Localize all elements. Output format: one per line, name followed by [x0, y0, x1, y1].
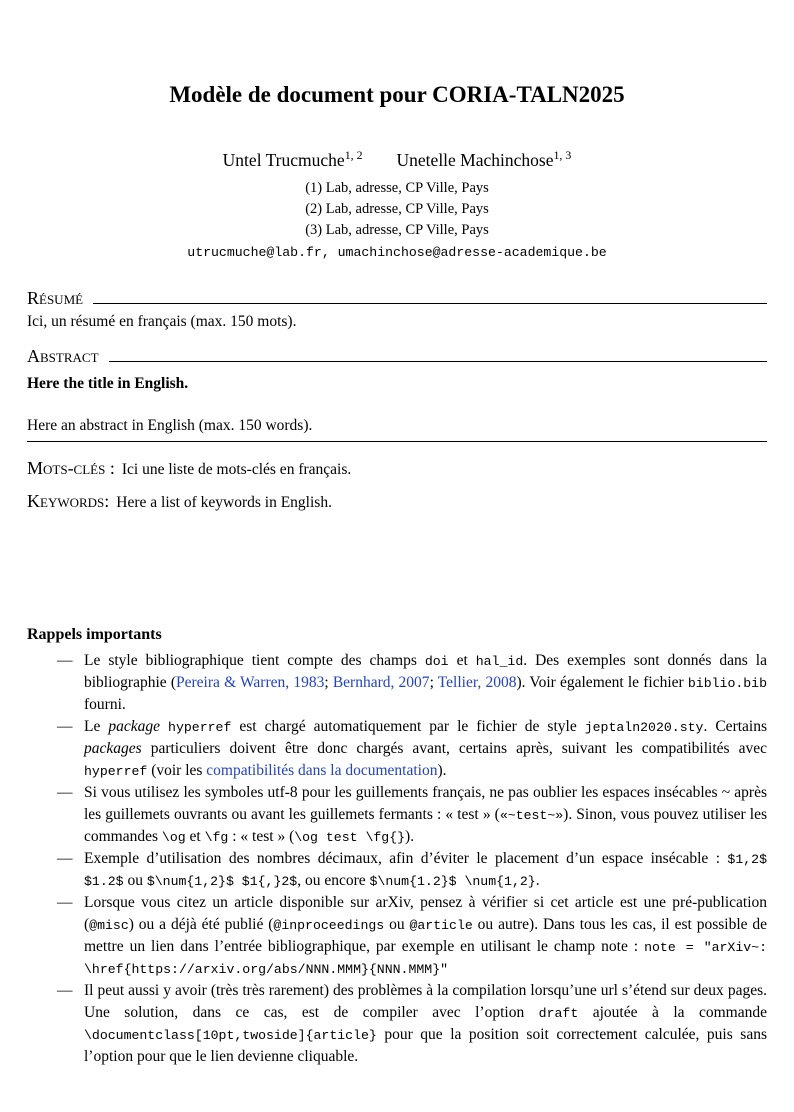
text-segment-code: note = "arXiv~: \href{https://arxiv.org/abs/NNN.MMM}{NNN.MMM}"	[84, 939, 767, 977]
text-segment-code: hyperref	[168, 719, 232, 735]
list-item	[27, 782, 767, 848]
motscles-line	[27, 458, 767, 479]
text-segment-plain: . Certains	[703, 717, 768, 735]
text-segment-plain: . Des exemples sont donnés dans la bibliographie (	[84, 651, 767, 691]
text-segment-plain: .	[535, 871, 540, 889]
text-segment-plain: et	[448, 651, 476, 669]
abstract-rule	[109, 361, 767, 362]
inline-link[interactable]: Bernhard, 2007	[332, 673, 430, 691]
text-segment-code: jeptaln2020.sty	[584, 719, 704, 735]
text-segment-code: $1,2$ $1.2$	[84, 851, 767, 889]
affiliations	[27, 178, 767, 241]
author-2	[397, 150, 572, 170]
text-segment-code: $\num{1,2}$ $1{,}2$	[146, 873, 298, 889]
text-segment-code: @article	[409, 917, 473, 933]
list-item	[27, 716, 767, 782]
affiliation-line-3: (3) Lab, adresse, CP Ville, Pays	[305, 221, 489, 238]
text-segment-plain: ) ou a déjà été publié (	[128, 915, 274, 933]
text-segment-plain: et	[185, 827, 205, 845]
text-segment-plain: , ou encore	[297, 871, 370, 889]
text-segment-plain: ;	[429, 673, 438, 691]
text-segment-code: draft	[538, 1005, 579, 1021]
text-segment-plain: ). Voir également le fichier	[516, 673, 688, 691]
text-segment-plain: : « test » (	[228, 827, 295, 845]
abstract-text: Here an abstract in English (max. 150 words).	[27, 415, 767, 442]
abstract-heading: Abstract	[27, 345, 99, 366]
text-segment-plain: Le	[84, 717, 109, 735]
resume-rule	[93, 303, 767, 304]
text-segment-plain: Exemple d’utilisation des nombres décimaux, afin d’éviter le placement d’un espace insécable :	[84, 849, 728, 867]
motscles-heading: Mots-clés :	[27, 457, 115, 478]
text-segment-plain: pour que la position soit correctement calculée, puis sans l’option pour que le lien devienne cliquable.	[84, 1025, 767, 1065]
text-segment-code: @misc	[89, 917, 129, 933]
author-1-name: Untel Trucmuche	[222, 149, 345, 170]
author-2-name: Unetelle Machinchose	[396, 149, 554, 170]
list-item	[27, 892, 767, 980]
authors-line	[27, 148, 767, 171]
text-segment-code: doi	[424, 653, 449, 669]
author-2-affiliation-marks: 1, 3	[553, 148, 572, 162]
text-segment-plain: (voir les	[147, 761, 207, 779]
text-segment-code: \og test \fg{}	[294, 829, 406, 845]
text-segment-code: hal_id	[475, 653, 524, 669]
text-segment-plain: ou autre). Dans tous les cas, il est possible de mettre un lien dans l’entrée bibliographique, par exemple en utilisant le champ note :	[84, 915, 768, 955]
text-segment-code: hyperref	[84, 763, 148, 779]
resume-text: Ici, un résumé en français (max. 150 mots).	[27, 312, 297, 330]
author-1-affiliation-marks: 1, 2	[344, 148, 363, 162]
inline-link[interactable]: Pereira & Warren, 1983	[176, 673, 325, 691]
abstract-heading-row	[27, 346, 767, 367]
email-line: utrucmuche@lab.fr, umachinchose@adresse-academique.be	[187, 244, 607, 260]
text-segment-italic: packages	[84, 739, 142, 757]
text-segment-plain: Il peut aussi y avoir (très très rarement) des problèmes à la compilation lorsqu’une url s’étend sur deux pages. Une solution, dans ce cas, est de compiler avec l’option	[84, 981, 767, 1021]
text-segment-plain: ). Sinon, vous pouvez utiliser les commandes	[84, 805, 768, 845]
keywords-heading: Keywords:	[27, 490, 110, 511]
page-title: Modèle de document pour CORIA-TALN2025	[169, 82, 625, 107]
text-segment-plain: Si vous utilisez les symboles utf-8 pour les guillements français, ne pas oublier les espaces insécables ~ après les guillemets ouvrants ou avant les guillemets fermants : « test » (	[84, 783, 767, 823]
resume-heading-row	[27, 288, 767, 309]
text-segment-code: \documentclass[10pt,twoside]{article}	[84, 1027, 377, 1043]
keywords-text: Here a list of keywords in English.	[116, 493, 332, 511]
text-segment-code: biblio.bib	[687, 675, 768, 691]
text-segment-code: \og	[161, 829, 186, 845]
text-segment-plain: ou	[384, 915, 410, 933]
text-segment-plain: ).	[405, 827, 415, 845]
text-segment-plain: ).	[437, 761, 447, 779]
rappels-heading: Rappels importants	[27, 625, 162, 643]
author-1	[223, 150, 363, 170]
inline-link[interactable]: Tellier, 2008	[437, 673, 517, 691]
keywords-line	[27, 491, 767, 512]
text-segment-plain	[160, 718, 168, 735]
english-title: Here the title in English.	[27, 374, 189, 392]
text-segment-code: «~test~»	[499, 807, 564, 823]
rappels-list	[27, 650, 767, 1068]
affiliation-line-2: (2) Lab, adresse, CP Ville, Pays	[305, 200, 489, 217]
resume-heading: Résumé	[27, 287, 84, 308]
text-segment-italic: package	[108, 717, 161, 735]
list-item	[27, 848, 767, 892]
text-segment-plain: particuliers doivent être donc chargés avant, certains après, suivant les compatibilités avec	[141, 739, 767, 757]
text-segment-plain: ou	[123, 871, 147, 889]
text-segment-plain: ajoutée à la commande	[578, 1003, 767, 1021]
list-item	[27, 650, 767, 716]
motscles-text: Ici une liste de mots-clés en français.	[121, 460, 352, 478]
text-segment-code: $\num{1.2}$ \num{1,2}	[369, 873, 536, 889]
abstract-section	[27, 288, 767, 512]
affiliation-line-1: (1) Lab, adresse, CP Ville, Pays	[305, 179, 489, 196]
text-segment-code: \fg	[204, 829, 229, 845]
front-matter	[27, 82, 767, 260]
inline-link[interactable]: compatibilités dans la documentation	[206, 761, 438, 779]
text-segment-plain: ;	[324, 673, 333, 691]
list-item	[27, 980, 767, 1068]
rappels-section	[27, 626, 767, 1068]
text-segment-code: @inproceedings	[273, 917, 385, 933]
text-segment-plain: est chargé automatiquement par le fichier de style	[231, 717, 585, 735]
text-segment-plain: Lorsque vous citez un article disponible sur arXiv, pensez à vérifier si cet article est une pré-publication (	[84, 893, 767, 933]
text-segment-plain: fourni.	[84, 695, 126, 713]
text-segment-plain: Le style bibliographique tient compte des champs	[84, 651, 425, 669]
